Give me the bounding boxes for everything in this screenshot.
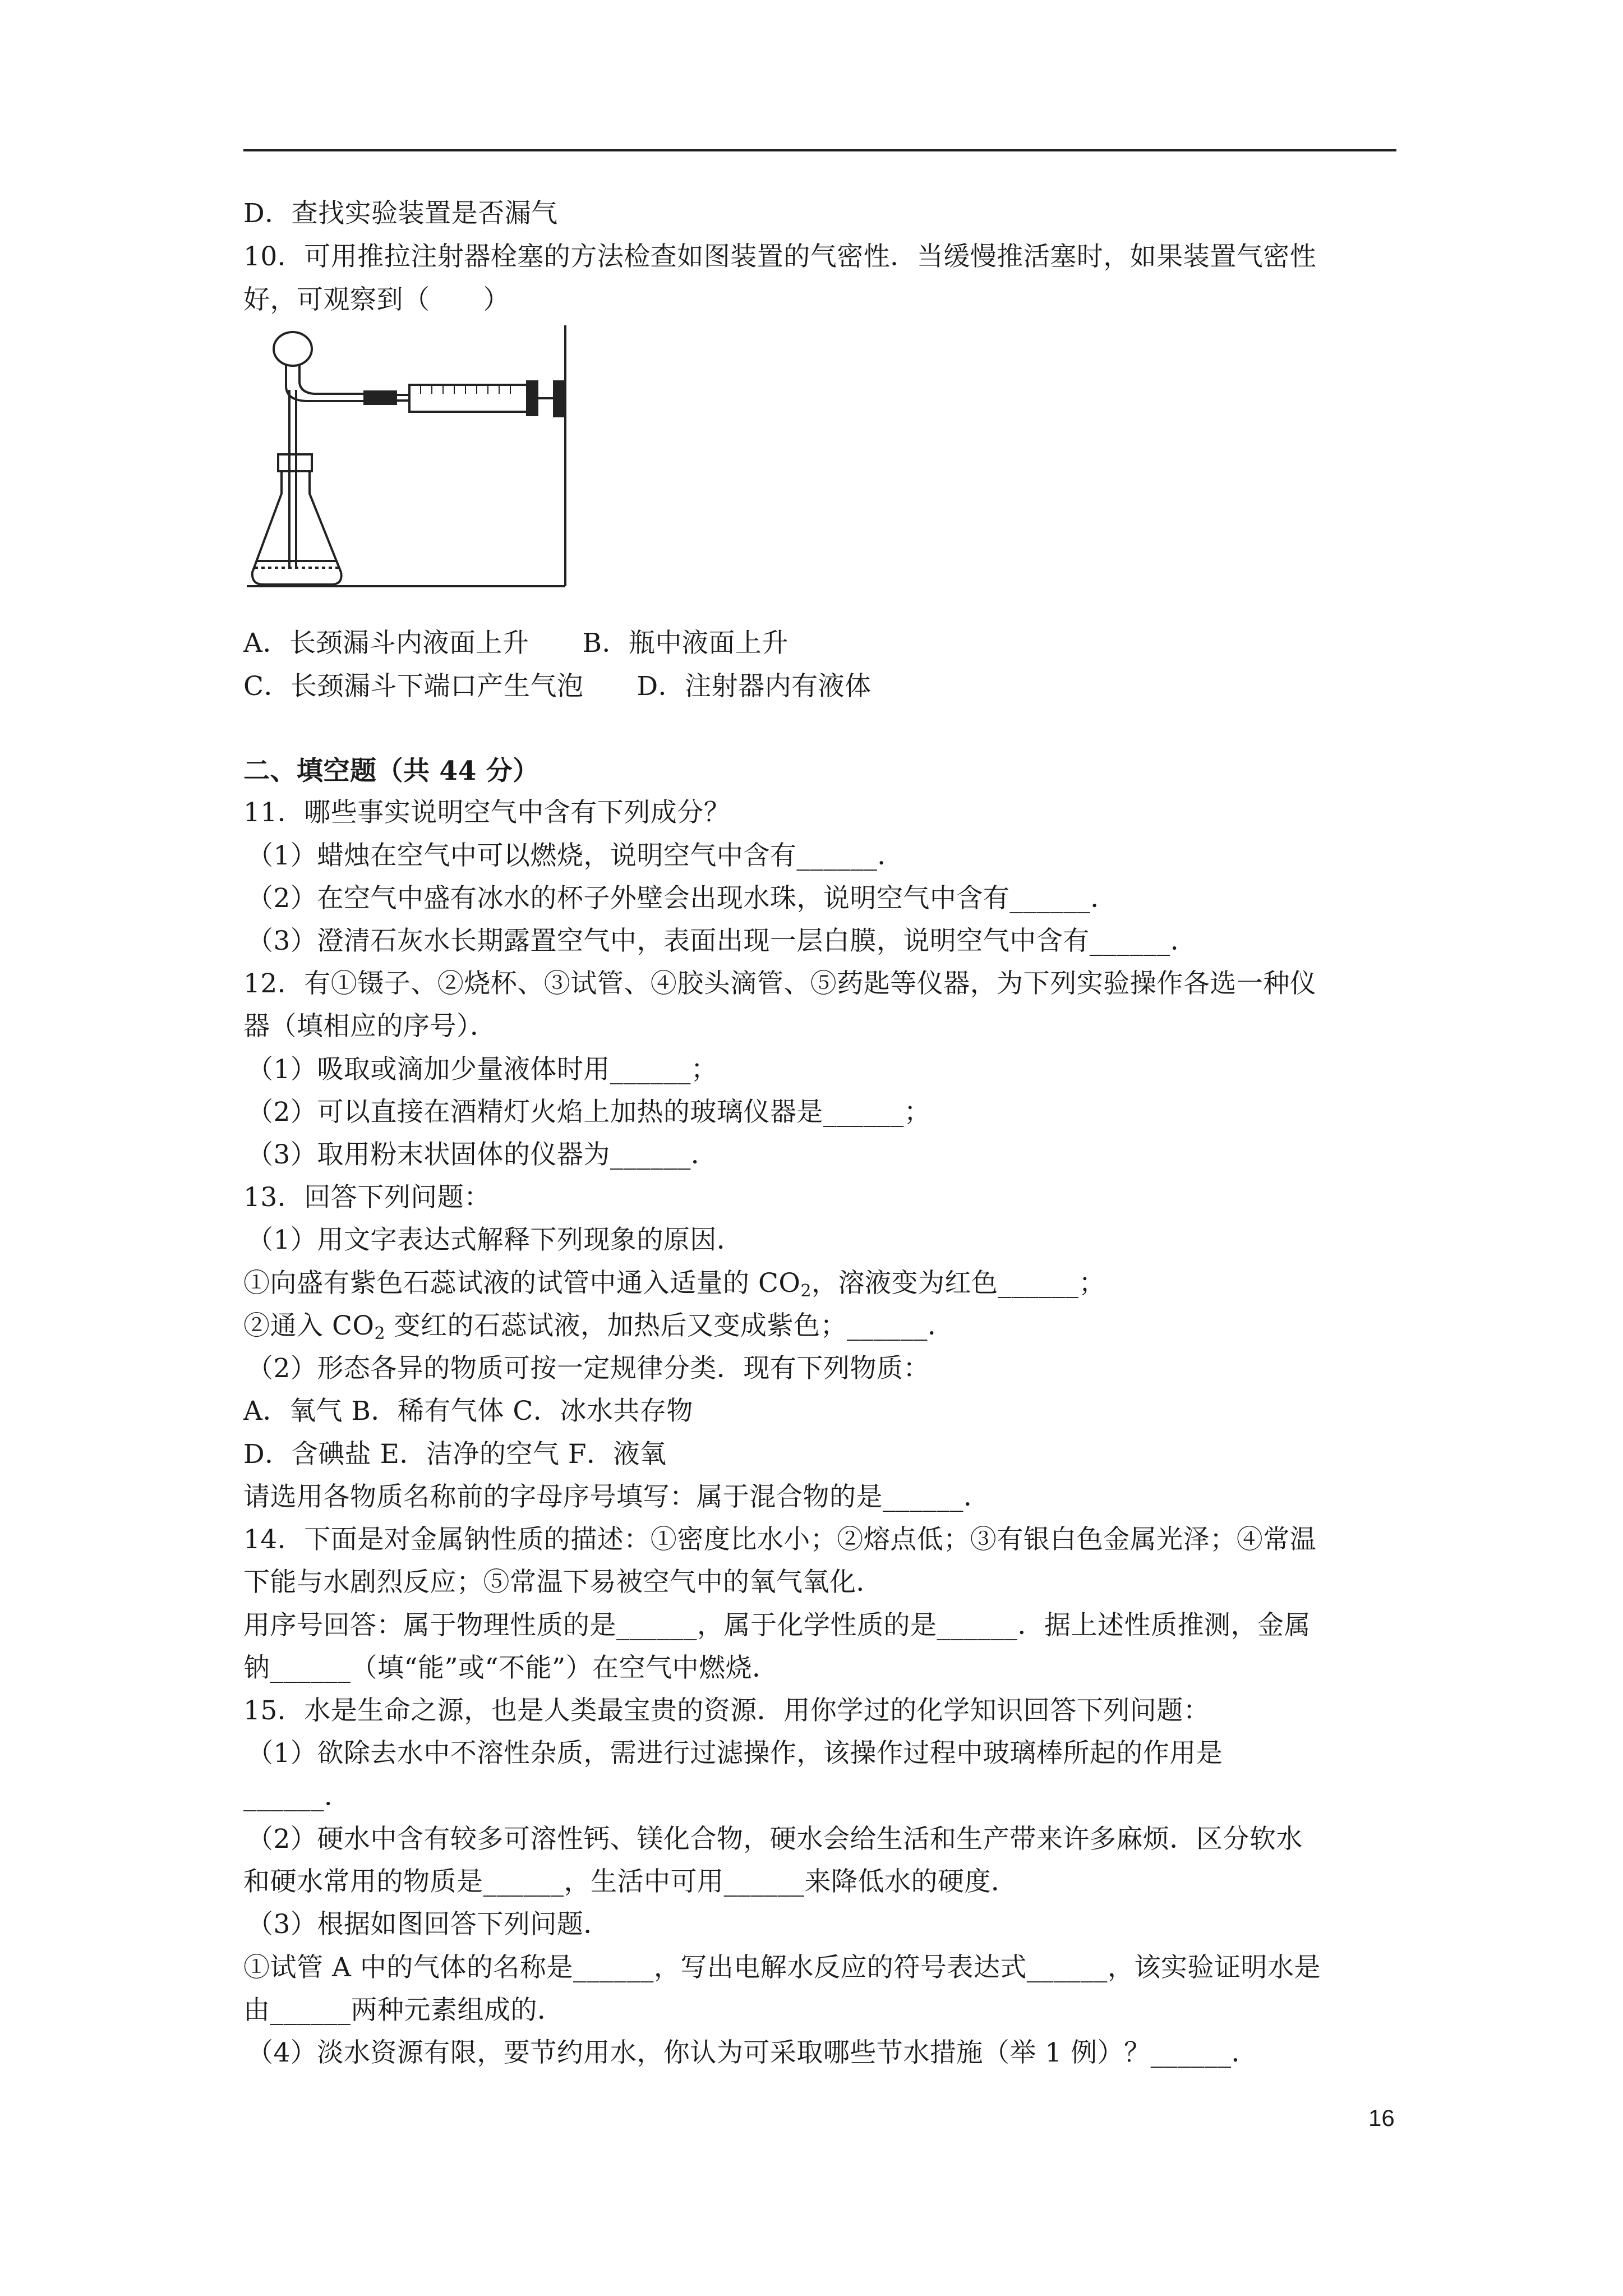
page-number: 16 <box>1368 2105 1395 2131</box>
question-12-stem-cont: 器（填相应的序号）． <box>243 1011 497 1042</box>
question-11-part-3: （3）澄清石灰水长期露置空气中，表面出现一层白膜，说明空气中含有______． <box>247 926 1197 956</box>
question-13-part-1: （1）用文字表达式解释下列现象的原因． <box>247 1225 744 1255</box>
apparatus-figure <box>247 325 572 589</box>
question-14-prompt: 用序号回答：属于物理性质的是______，属于化学性质的是______．据上述性质推测，金属 <box>243 1610 1311 1641</box>
section-heading: 二、填空题（共 44 分） <box>243 756 540 786</box>
question-13-options-abc: A．氧气 B．稀有气体 C．冰水共存物 <box>243 1396 693 1427</box>
header-rule <box>243 149 1396 151</box>
question-12-stem: 12．有①镊子、②烧杯、③试管、④胶头滴管、⑤药匙等仪器，为下列实验操作各选一种仪 <box>243 968 1317 999</box>
question-15-part-3-item: ①试管 A 中的气体的名称是______，写出电解水反应的符号表达式______，该实验证明水是 <box>243 1952 1321 1983</box>
question-14-stem: 14．下面是对金属钠性质的描述：①密度比水小；②熔点低；③有银白色金属光泽；④常温 <box>243 1524 1317 1555</box>
question-12-part-2: （2）可以直接在酒精灯火焰上加热的玻璃仪器是______； <box>247 1097 931 1128</box>
question-15-part-3: （3）根据如图回答下列问题． <box>247 1909 610 1940</box>
question-11-part-2: （2）在空气中盛有冰水的杯子外壁会出现水珠，说明空气中含有______． <box>247 883 1117 914</box>
question-15-part-3-item-cont: 由______两种元素组成的． <box>243 1995 564 2026</box>
question-13-item-2: ②通入 $CO_2$ 变红的石蕊试液，加热后又变成紫色；______． <box>243 1310 955 1343</box>
question-15-part-4: （4）淡水资源有限，要节约用水，你认为可采取哪些节水措施（举 1 例）？______． <box>247 2037 1258 2068</box>
question-13-options-def: D．含碘盐 E．洁净的空气 F．液氧 <box>243 1439 667 1470</box>
question-10-stem: 10．可用推拉注射器栓塞的方法检查如图装置的气密性．当缓慢推活塞时，如果装置气密性 <box>243 241 1317 272</box>
option-d-q9: D．查找实验装置是否漏气 <box>243 198 558 229</box>
question-13-part-2: （2）形态各异的物质可按一定规律分类．现有下列物质： <box>247 1353 930 1384</box>
question-10-options-ab: A．长颈漏斗内液面上升 B．瓶中液面上升 <box>243 628 789 659</box>
question-12-part-1: （1）吸取或滴加少量液体时用______； <box>247 1054 718 1085</box>
question-12-part-3: （3）取用粉末状固体的仪器为______． <box>247 1139 718 1170</box>
question-15-part-2: （2）硬水中含有较多可溶性钙、镁化合物，硬水会给生活和生产带来许多麻烦．区分软水 <box>247 1824 1303 1855</box>
question-11-stem: 11．哪些事实说明空气中含有下列成分？ <box>243 797 731 828</box>
question-15-part-1: （1）欲除去水中不溶性杂质，需进行过滤操作，该操作过程中玻璃棒所起的作用是 <box>247 1738 1223 1769</box>
question-15-part-2-cont: 和硬水常用的物质是______，生活中可用______来降低水的硬度． <box>243 1866 1018 1897</box>
question-13-stem: 13．回答下列问题： <box>243 1182 491 1213</box>
question-10-options-cd: C．长颈漏斗下端口产生气泡 D．注射器内有液体 <box>243 671 872 702</box>
question-14-stem-cont: 下能与水剧烈反应；⑤常温下易被空气中的氧气氧化． <box>243 1567 883 1598</box>
question-14-prompt-cont: 钠______（填“能”或“不能”）在空气中燃烧． <box>243 1653 779 1683</box>
question-13-item-1: ①向盛有紫色石蕊试液的试管中通入适量的 $CO_2$，溶液变为红色______； <box>243 1268 1106 1301</box>
question-15-stem: 15．水是生命之源，也是人类最宝贵的资源．用你学过的化学知识回答下列问题： <box>243 1695 1210 1726</box>
question-10-stem-cont: 好，可观察到（ ） <box>243 284 510 315</box>
question-13-prompt: 请选用各物质名称前的字母序号填写：属于混合物的是______． <box>243 1481 990 1512</box>
question-11-part-1: （1）蜡烛在空气中可以燃烧，说明空气中含有______． <box>247 840 904 871</box>
question-15-part-1-blank: ______． <box>243 1781 351 1812</box>
